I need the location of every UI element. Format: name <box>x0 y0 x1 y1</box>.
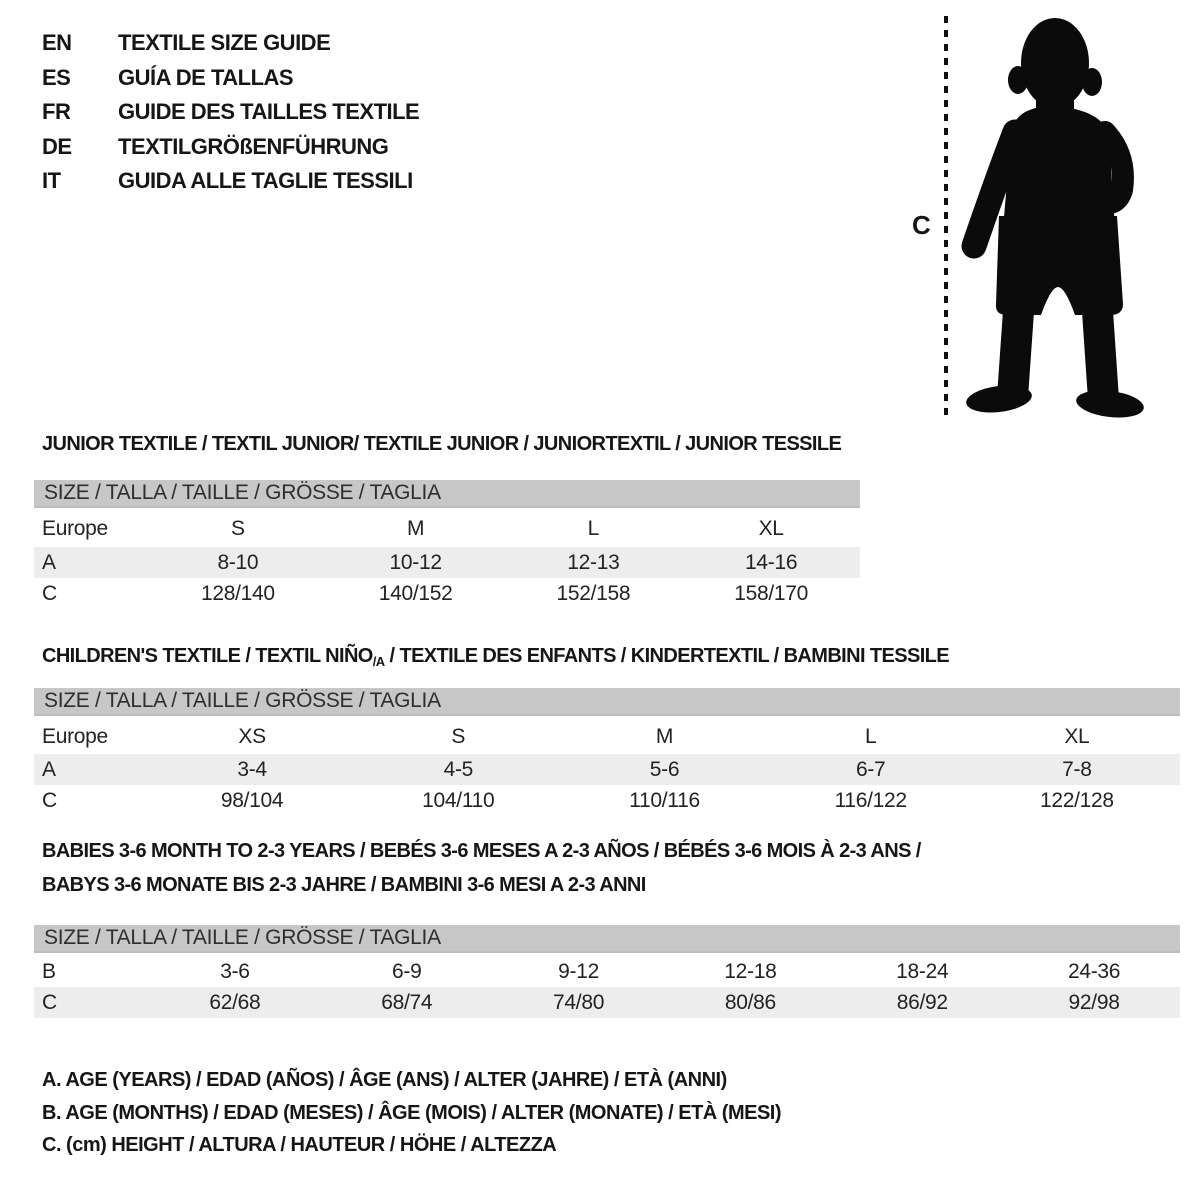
babies-title-line1: BABIES 3-6 MONTH TO 2-3 YEARS / BEBÉS 3-6 MESES A 2-3 AÑOS / BÉBÉS 3-6 MOIS À 2-3 ANS / <box>42 840 921 862</box>
children-size-header-bar <box>34 688 1180 716</box>
junior-col-xl: XL <box>758 517 784 540</box>
measurement-legend <box>42 1064 781 1162</box>
height-measure-label: C <box>912 210 931 240</box>
lang-title-en: TEXTILE SIZE GUIDE <box>118 30 331 56</box>
value-cell: 18-24 <box>896 959 949 983</box>
children-section-title <box>42 645 949 668</box>
lang-row-es <box>42 61 419 96</box>
value-cell: 110/116 <box>629 788 700 812</box>
children-row-age <box>34 754 1180 785</box>
children-col-l: L <box>865 724 877 748</box>
row-label: A <box>42 550 56 574</box>
value-cell: 14-16 <box>745 550 798 574</box>
children-title-suffix: / TEXTILE DES ENFANTS / KINDERTEXTIL / BAMBINI TESSILE <box>384 645 950 667</box>
row-label: B <box>42 959 56 983</box>
value-cell: 74/80 <box>553 990 605 1014</box>
junior-col-s: S <box>231 517 245 540</box>
value-cell: 8-10 <box>217 550 259 574</box>
value-cell: 104/110 <box>422 788 495 812</box>
lang-title-es: GUÍA DE TALLAS <box>118 64 294 90</box>
lang-code-fr: FR <box>42 99 71 125</box>
value-cell: 122/128 <box>1039 788 1114 812</box>
junior-col-m: M <box>407 517 425 540</box>
value-cell: 9-12 <box>558 959 599 983</box>
junior-size-table <box>34 480 860 610</box>
children-col-xl: XL <box>1064 724 1090 748</box>
value-cell: 5-6 <box>649 757 680 781</box>
junior-row-age <box>34 547 860 578</box>
language-title-list <box>42 26 419 199</box>
value-cell: 62/68 <box>209 990 261 1014</box>
value-cell: 86/92 <box>896 990 948 1014</box>
children-col-europe: Europe <box>42 724 108 748</box>
value-cell: 68/74 <box>381 990 433 1014</box>
value-cell: 98/104 <box>220 788 284 812</box>
junior-row-height <box>34 578 860 610</box>
babies-row-height <box>34 987 1180 1018</box>
value-cell: 6-9 <box>392 959 422 983</box>
row-label: C <box>42 990 57 1014</box>
row-label: A <box>42 757 56 781</box>
babies-size-table <box>34 925 1180 1018</box>
lang-code-es: ES <box>42 64 71 90</box>
junior-size-header-label: SIZE / TALLA / TAILLE / GRÖSSE / TAGLIA <box>44 481 441 504</box>
value-cell: 3-4 <box>237 757 267 781</box>
lang-title-fr: GUIDE DES TAILLES TEXTILE <box>118 99 420 125</box>
children-col-m: M <box>655 724 674 748</box>
value-cell: 4-5 <box>443 757 474 781</box>
children-row-height <box>34 785 1180 816</box>
height-measure-dashed-line <box>944 16 948 418</box>
children-title-prefix: CHILDREN'S TEXTILE / TEXTIL NIÑO <box>42 645 373 667</box>
lang-title-de: TEXTILGRÖßENFÜHRUNG <box>118 133 389 159</box>
value-cell: 152/158 <box>556 582 631 605</box>
value-cell: 116/122 <box>834 788 907 812</box>
babies-section-title <box>42 835 921 902</box>
legend-age-months: B. AGE (MONTHS) / EDAD (MESES) / ÂGE (MOIS) / ALTER (MONATE) / ETÀ (MESI) <box>42 1101 782 1124</box>
junior-section-title: JUNIOR TEXTILE / TEXTIL JUNIOR/ TEXTILE JUNIOR / JUNIORTEXTIL / JUNIOR TESSILE <box>42 433 842 455</box>
children-title-sub: /A <box>372 654 385 669</box>
lang-row-de <box>42 130 419 165</box>
lang-code-de: DE <box>42 133 72 159</box>
children-size-header-label: SIZE / TALLA / TAILLE / GRÖSSE / TAGLIA <box>44 689 441 712</box>
value-cell: 80/86 <box>724 990 776 1014</box>
junior-column-header-row <box>34 511 860 547</box>
value-cell: 128/140 <box>200 582 275 605</box>
children-column-header-row <box>34 719 1180 754</box>
value-cell: 140/152 <box>378 582 453 605</box>
toddler-silhouette-icon <box>958 16 1148 418</box>
lang-code-it: IT <box>42 168 61 194</box>
row-label: C <box>42 582 57 605</box>
value-cell: 12-18 <box>724 959 777 983</box>
lang-row-en <box>42 26 419 61</box>
lang-code-en: EN <box>42 30 72 56</box>
legend-age-years: A. AGE (YEARS) / EDAD (AÑOS) / ÂGE (ANS) / ALTER (JAHRE) / ETÀ (ANNI) <box>42 1069 727 1091</box>
children-col-s: S <box>451 724 466 748</box>
value-cell: 12-13 <box>567 550 620 574</box>
junior-col-l: L <box>587 517 600 540</box>
junior-size-header-bar <box>34 480 860 508</box>
value-cell: 92/98 <box>1068 990 1120 1014</box>
legend-height-cm: C. (cm) HEIGHT / ALTURA / HAUTEUR / HÖHE / ALTEZZA <box>42 1134 557 1156</box>
lang-row-it <box>42 164 419 199</box>
babies-row-months <box>34 956 1180 987</box>
row-label: C <box>42 788 57 812</box>
value-cell: 6-7 <box>855 757 886 781</box>
babies-size-header-bar <box>34 925 1180 953</box>
value-cell: 10-12 <box>389 550 442 574</box>
value-cell: 158/170 <box>734 582 809 605</box>
value-cell: 7-8 <box>1062 757 1092 781</box>
babies-title-line2: BABYS 3-6 MONATE BIS 2-3 JAHRE / BAMBINI 3-6 MESI A 2-3 ANNI <box>42 873 646 896</box>
children-col-xs: XS <box>238 724 266 748</box>
babies-size-header-label: SIZE / TALLA / TAILLE / GRÖSSE / TAGLIA <box>44 926 441 949</box>
children-size-table <box>34 688 1180 816</box>
lang-row-fr <box>42 95 419 130</box>
value-cell: 3-6 <box>220 959 250 983</box>
junior-col-europe: Europe <box>42 517 108 540</box>
value-cell: 24-36 <box>1067 959 1121 983</box>
lang-title-it: GUIDA ALLE TAGLIE TESSILI <box>118 168 413 194</box>
